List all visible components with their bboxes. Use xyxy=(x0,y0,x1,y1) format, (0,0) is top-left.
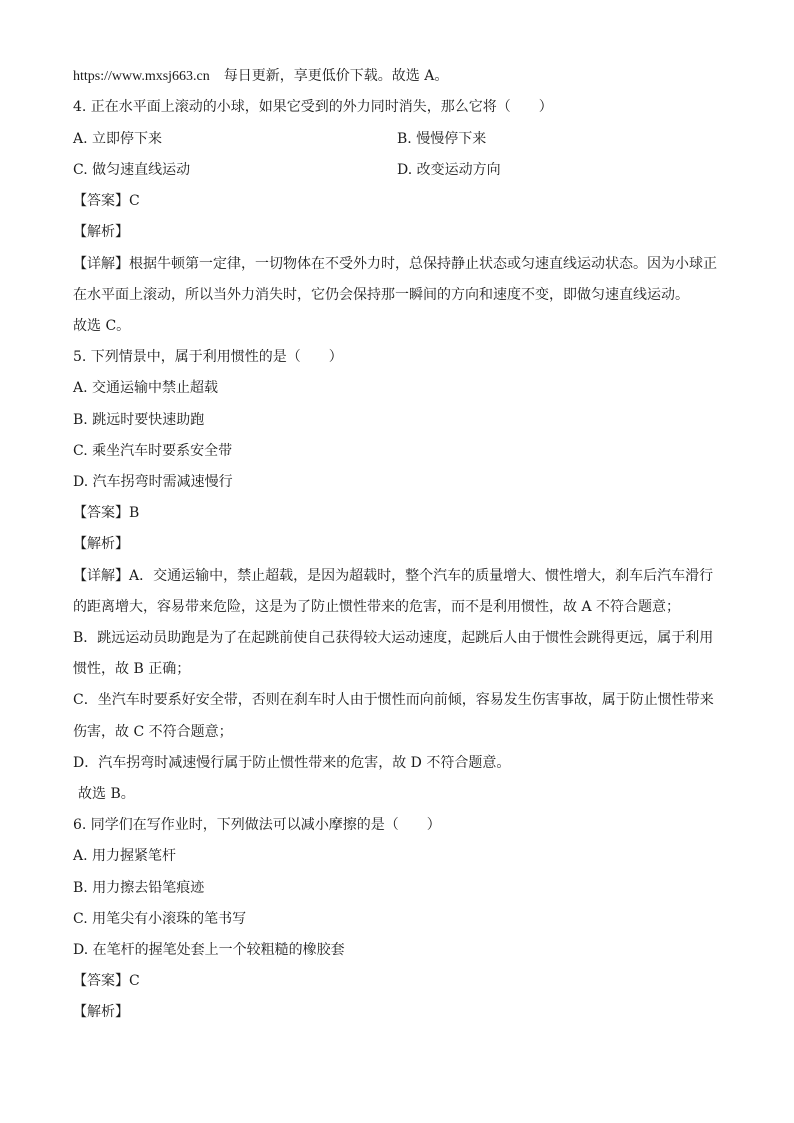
question-5-detail-line: 【详解】A．交通运输中，禁止超载，是因为超载时，整个汽车的质量增大、惯性增大，刹车后汽车滑行 xyxy=(73,568,714,584)
question-4-detail-line: 【详解】根据牛顿第一定律，一切物体在不受外力时，总保持静止状态或匀速直线运动状态。因为小球正 xyxy=(73,256,717,272)
question-5-option-b: B. 跳远时要快速助跑 xyxy=(73,412,205,428)
question-5-answer: 【答案】B xyxy=(73,505,140,521)
question-4-option-c: C. 做匀速直线运动 xyxy=(73,162,191,178)
question-6-answer: 【答案】C xyxy=(73,973,140,989)
question-5-detail-line: 惯性，故 B 正确； xyxy=(73,661,191,677)
question-4-option-a: A. 立即停下来 xyxy=(73,131,163,147)
question-4-detail-line: 在水平面上滚动，所以当外力消失时，它仍会保持那一瞬间的方向和速度不变，即做匀速直线运动。 xyxy=(73,287,689,303)
question-6-stem: 6. 同学们在写作业时，下列做法可以减小摩擦的是（ ） xyxy=(73,817,441,833)
header-notice: 每日更新，享更低价下载。故选 A。 xyxy=(223,68,449,84)
question-4-option-d: D. 改变运动方向 xyxy=(397,162,501,178)
question-6-option-d: D. 在笔杆的握笔处套上一个较粗糙的橡胶套 xyxy=(73,942,345,958)
question-4-stem: 4. 正在水平面上滚动的小球，如果它受到的外力同时消失，那么它将（ ） xyxy=(73,99,553,115)
question-5-detail-line: C．坐汽车时要系好安全带，否则在刹车时人由于惯性而向前倾，容易发生伤害事故，属于防止惯性带来 xyxy=(73,692,714,708)
question-5-option-c: C. 乘坐汽车时要系安全带 xyxy=(73,443,233,459)
header-line xyxy=(73,66,723,87)
question-5-detail-line: 伤害，故 C 不符合题意； xyxy=(73,724,233,740)
question-6-option-a: A. 用力握紧笔杆 xyxy=(73,848,177,864)
question-6-option-c: C. 用笔尖有小滚珠的笔书写 xyxy=(73,911,247,927)
question-5-option-a: A. 交通运输中禁止超载 xyxy=(73,380,219,396)
question-6-option-b: B. 用力擦去铅笔痕迹 xyxy=(73,880,205,896)
source-url-link[interactable]: https://www.mxsj663.cn xyxy=(73,69,210,84)
question-5-detail-line: D．汽车拐弯时减速慢行属于防止惯性带来的危害，故 D 不符合题意。 xyxy=(73,755,511,771)
question-5-detail-line: B．跳远运动员助跑是为了在起跳前使自己获得较大运动速度，起跳后人由于惯性会跳得更远，属于利用 xyxy=(73,630,714,646)
question-5-stem: 5. 下列情景中，属于利用惯性的是（ ） xyxy=(73,349,343,365)
question-5-conclusion: 故选 B。 xyxy=(78,786,135,802)
question-4-answer: 【答案】C xyxy=(73,193,140,209)
question-4-option-b: B. 慢慢停下来 xyxy=(397,131,487,147)
question-5-option-d: D. 汽车拐弯时需减速慢行 xyxy=(73,474,233,490)
question-5-detail-line: 的距离增大，容易带来危险，这是为了防止惯性带来的危害，而不是利用惯性，故 A 不符合题意； xyxy=(73,599,681,615)
question-5-analysis-label: 【解析】 xyxy=(73,536,129,552)
question-4-analysis-label: 【解析】 xyxy=(73,224,129,240)
question-6-analysis-label: 【解析】 xyxy=(73,1004,129,1020)
question-4-conclusion: 故选 C。 xyxy=(73,318,131,334)
